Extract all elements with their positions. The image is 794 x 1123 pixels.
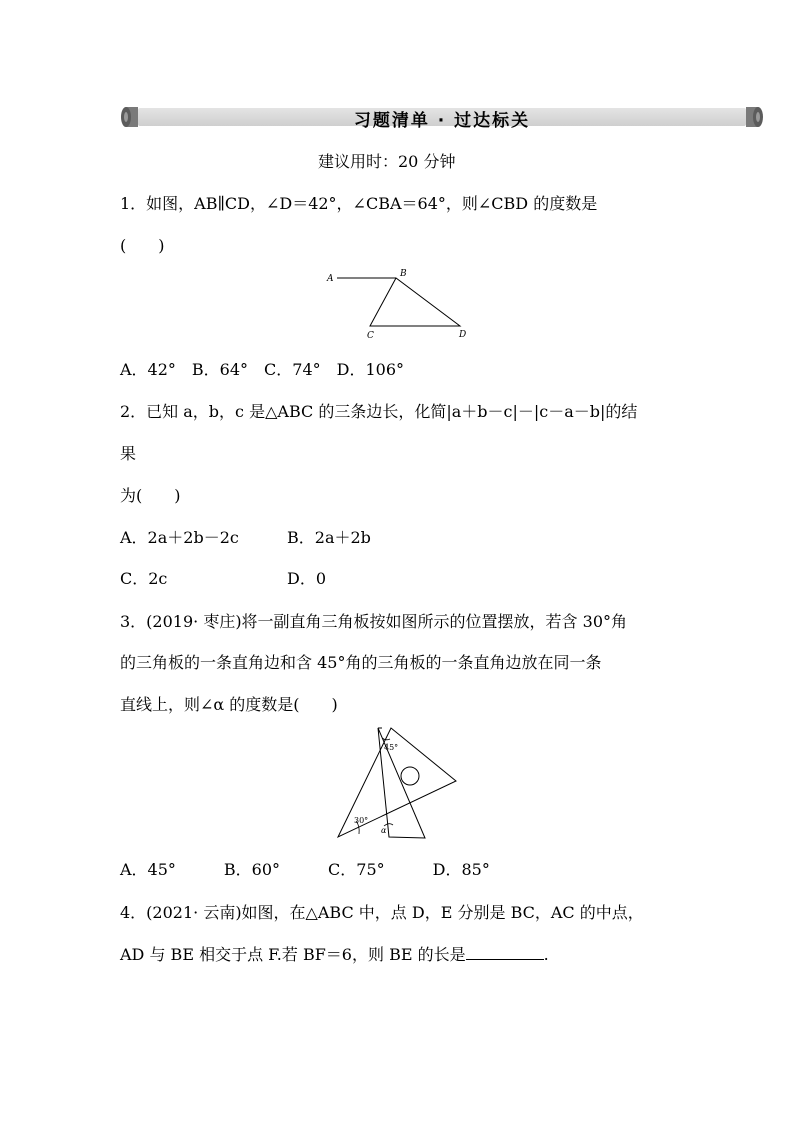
q4-stem-text: AD 与 BE 相交于点 F.若 BF＝6，则 BE 的长是 [120,945,466,964]
q1-stem: 1．如图，AB∥CD，∠D＝42°，∠CBA＝64°，则∠CBD 的度数是 [120,194,598,213]
q4-period: . [543,945,549,964]
q4-answer-blank[interactable] [466,945,544,960]
q3-stem-line1: 3．(2019· 枣庄)将一副直角三角板按如图所示的位置摆放，若含 30°角 [120,612,628,631]
q1-answer-paren: ( ) [120,236,165,255]
q2-option-d: D．0 [287,569,327,588]
q1-figure [320,265,475,345]
q3-stem-line3: 直线上，则∠α 的度数是( ) [120,695,338,714]
q2-option-a: A．2a＋2b－2c [120,528,239,547]
q2-stem-line3: 为( ) [120,486,181,505]
q4-stem-line1: 4．(2021· 云南)如图，在△ABC 中，点 D，E 分别是 BC，AC 的中点， [120,903,644,922]
q1-label-c: C [367,331,374,341]
q3-options: A．45° B．60° C．75° D．85° [120,860,490,879]
page-title: 习题清单 · 过达标关 [353,111,531,131]
q3-angle-30-label: 30° [354,816,369,825]
q2-stem-line1: 2．已知 a，b，c 是△ABC 的三条边长，化简|a＋b－c|－|c－a－b|的结 [120,402,638,421]
q1-label-a: A [327,274,334,284]
q1-label-b: B [400,269,407,279]
q3-stem-line2: 的三角板的一条直角边和含 45°角的三角板的一条直角边放在同一条 [120,653,602,672]
q3-angle-45-label: 45° [384,743,399,752]
q3-alpha-label: α [381,826,387,835]
q4-stem-line2 [120,942,549,965]
time-hint: 建议用时：20 分钟 [318,152,456,171]
q1-options: A．42° B．64° C．74° D．106° [120,360,405,379]
scroll-right-end-icon [744,104,766,130]
q2-option-b: B．2a＋2b [287,528,371,547]
q2-option-c: C．2c [120,569,168,588]
q3-figure [330,722,465,844]
section-banner [118,104,766,130]
q2-stem-line2: 果 [120,444,137,463]
q1-label-d: D [459,330,467,340]
